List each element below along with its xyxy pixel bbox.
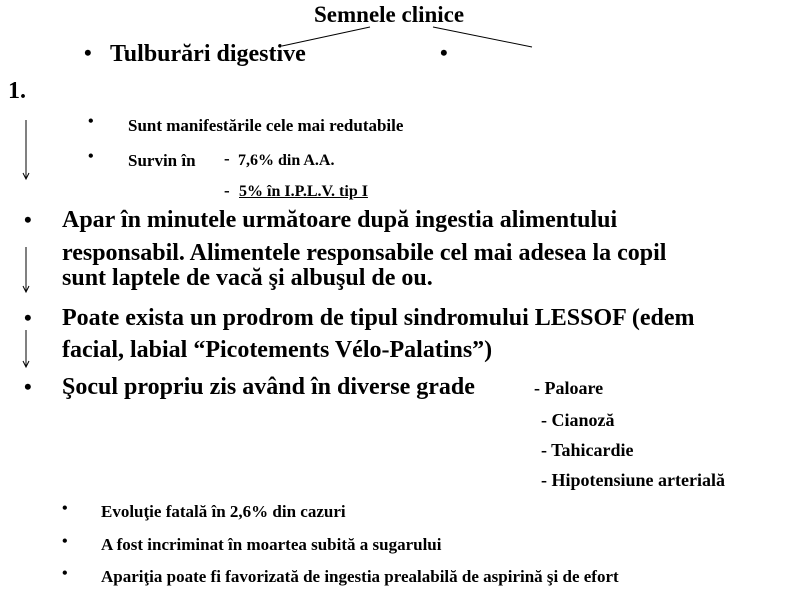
survin-value-2: 5% în I.P.L.V. tip I <box>239 183 368 200</box>
sub-bullet-symbol: • <box>88 113 94 130</box>
sub-bullet-text: Sunt manifestările cele mai redutabile <box>128 116 404 135</box>
main-bullet-symbol: • <box>24 207 32 232</box>
bottom-bullet-symbol: • <box>62 565 68 582</box>
shock-sign: - Hipotensiune arterială <box>541 470 725 490</box>
section-number: 1. <box>8 78 26 104</box>
bottom-bullet-symbol: • <box>62 500 68 517</box>
bottom-bullet-text: Evoluţie fatală în 2,6% din cazuri <box>101 502 346 521</box>
bottom-bullet-text: Apariţia poate fi favorizată de ingestia prealabilă de aspirină şi de efort <box>101 567 619 586</box>
sub-bullet-symbol: • <box>88 148 94 165</box>
main-bullet-line: sunt laptele de vacă şi albuşul de ou. <box>62 265 433 291</box>
main-bullet-line: Poate exista un prodrom de tipul sindromului LESSOF (edem <box>62 305 695 331</box>
dash: - <box>224 181 230 200</box>
survin-value-1: 7,6% din A.A. <box>238 152 335 169</box>
main-bullet-line: Şocul propriu zis având în diverse grade <box>62 374 475 400</box>
main-bullet-line: facial, labial “Picotements Vélo-Palatins”) <box>62 337 493 363</box>
page-title: Semnele clinice <box>314 2 465 27</box>
main-bullet-symbol: • <box>24 305 32 330</box>
top-bullet-label: Tulburări digestive <box>110 41 306 67</box>
main-bullet-symbol: • <box>24 374 32 399</box>
shock-sign: - Cianoză <box>541 410 615 430</box>
empty-bullet-symbol: • <box>440 40 448 65</box>
bottom-bullet-text: A fost incriminat în moartea subită a sugarului <box>101 535 442 554</box>
main-bullet-line: responsabil. Alimentele responsabile cel mai adesea la copil <box>62 240 667 266</box>
shock-sign: - Tahicardie <box>541 440 634 460</box>
shock-sign: - Paloare <box>534 378 604 398</box>
title-connector-right <box>433 27 532 47</box>
main-bullet-line: Apar în minutele următoare după ingestia alimentului <box>62 207 618 233</box>
bottom-bullet-symbol: • <box>62 533 68 550</box>
dash: - <box>224 149 230 168</box>
top-bullet-symbol: • <box>84 40 92 65</box>
sub-bullet-text: Survin în <box>128 151 196 170</box>
